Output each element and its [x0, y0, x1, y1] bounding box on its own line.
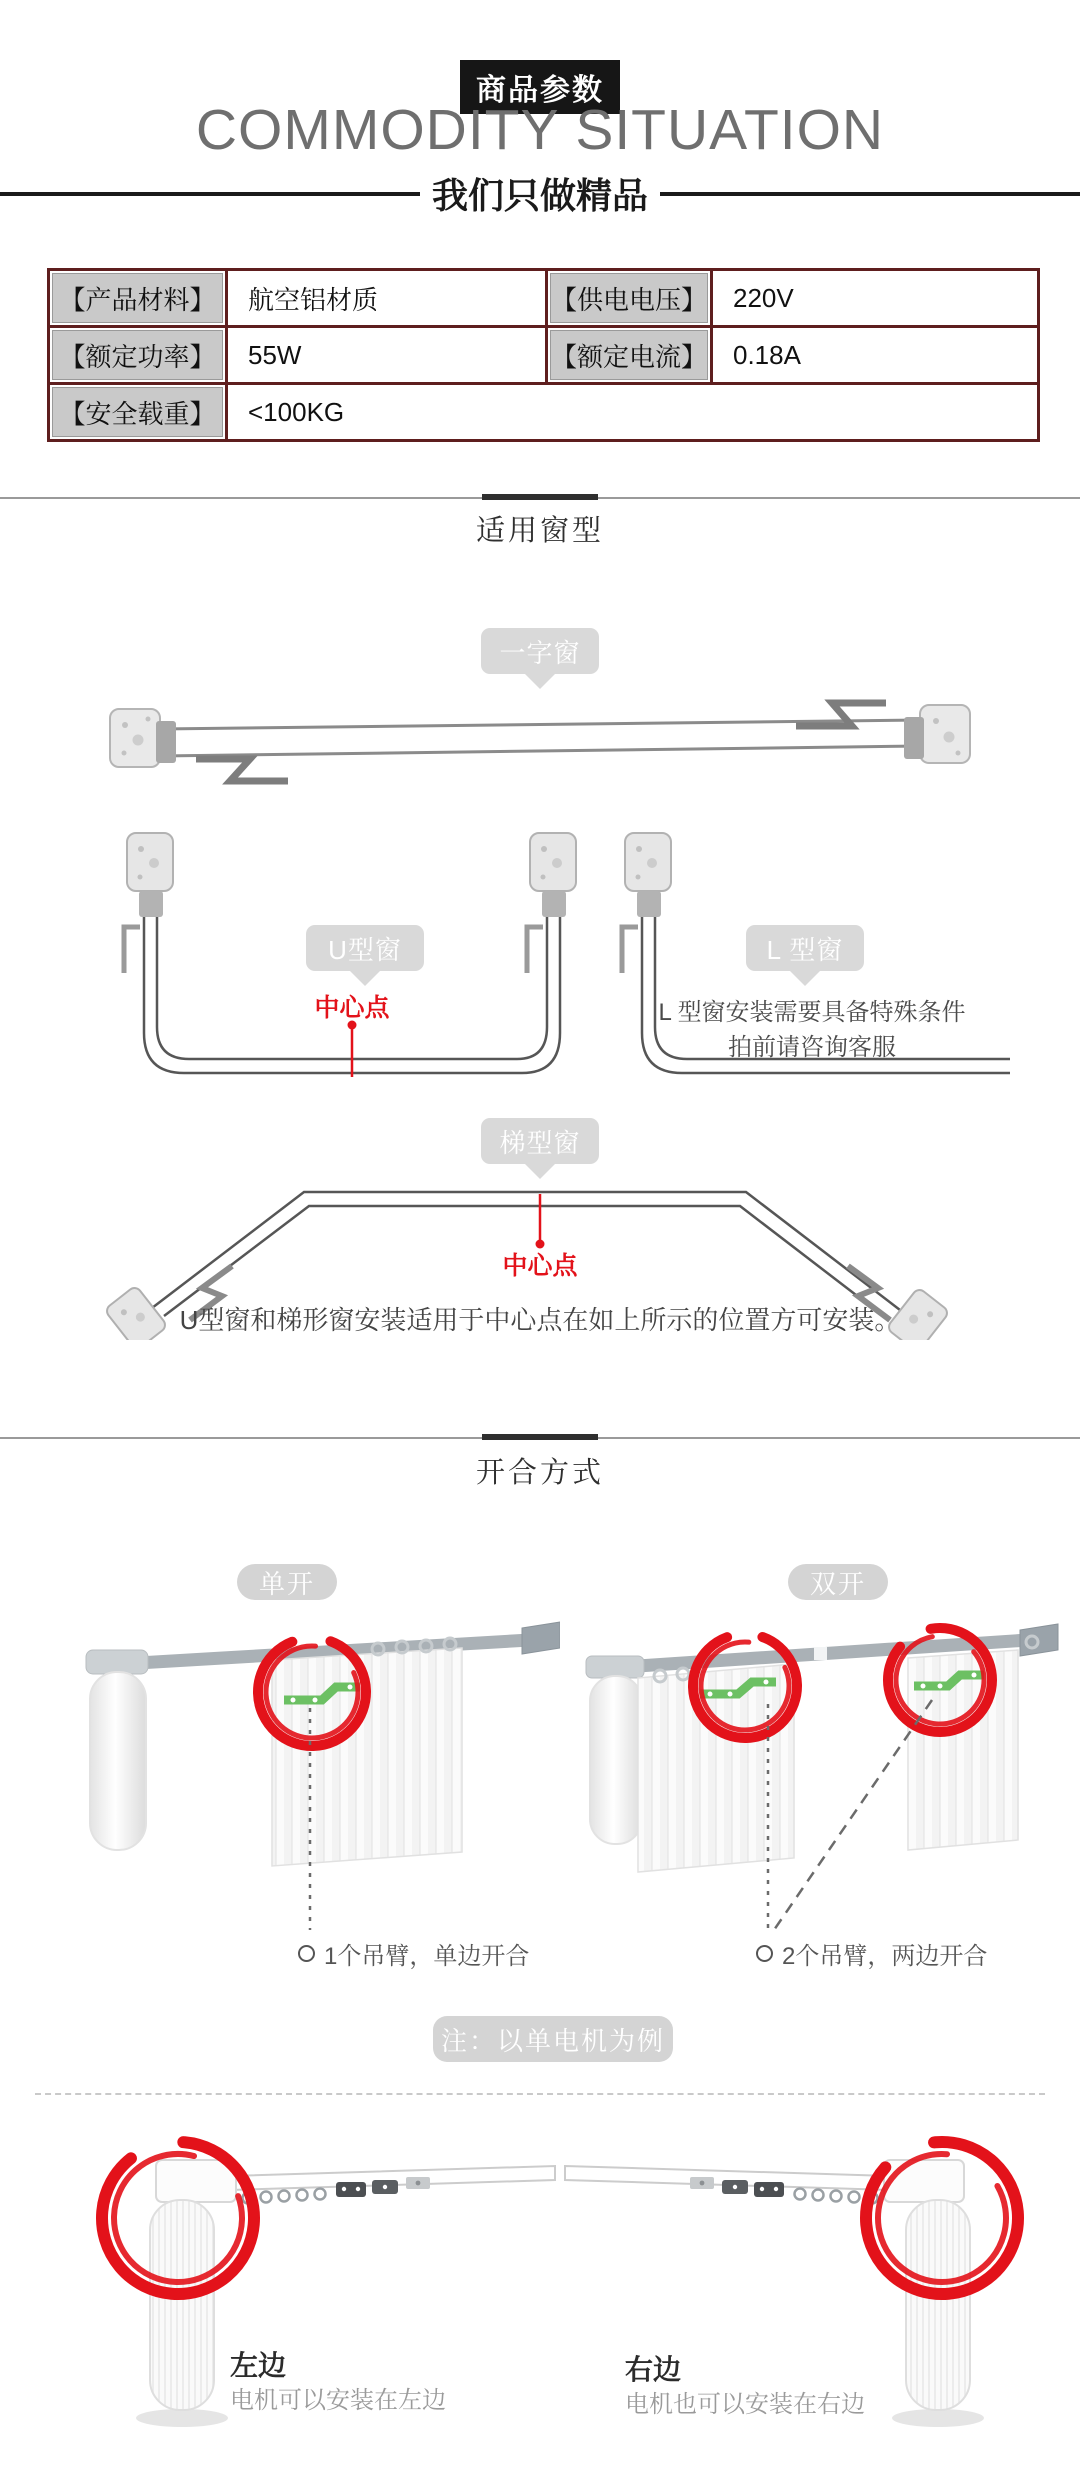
curtain-panel-right — [908, 1650, 1018, 1850]
badge-label: L 型窗 — [766, 934, 844, 965]
spec-table — [47, 268, 1040, 442]
motor-head — [156, 2160, 236, 2202]
spec-value: <100KG — [227, 384, 1039, 441]
motor-cap — [586, 1656, 644, 1678]
leader-dot-icon — [298, 1945, 315, 1962]
center-point-marker — [348, 1021, 357, 1078]
center-point-label-trapezoid: 中心点 — [502, 1252, 578, 1280]
page-title: COMMODITY SITUATION — [195, 98, 885, 162]
l-note-line1: L 型窗安装需要具备特殊条件 — [658, 999, 966, 1026]
header-subtitle-row — [0, 168, 1080, 219]
center-point-marker — [536, 1194, 545, 1249]
table-row — [49, 270, 1039, 327]
caption-text: 1个吊臂，单边开合 — [324, 1943, 530, 1970]
caption-text: 2个吊臂，两边开合 — [782, 1943, 988, 1970]
spec-value: 0.18A — [712, 327, 1039, 384]
double-open-diagram — [580, 1600, 1060, 1930]
straight-window-diagram — [100, 695, 980, 785]
motor-head — [884, 2160, 964, 2202]
section-divider-accent — [482, 494, 598, 500]
divider-line — [0, 192, 420, 196]
track-end-cap — [522, 1622, 560, 1654]
motor-cylinder — [90, 1672, 146, 1850]
track-junction — [814, 1647, 827, 1660]
badge-straight-window — [481, 628, 599, 674]
left-mount-label: 左边 — [230, 2350, 287, 2381]
badge-single-open: 单开 — [237, 1564, 337, 1600]
spec-value: 55W — [227, 327, 547, 384]
badge-label: 梯型窗 — [499, 1127, 581, 1158]
note-badge: 注：以单电机为例 — [433, 2016, 673, 2062]
motor-end-left — [110, 709, 176, 767]
badge-double-open: 双开 — [788, 1564, 888, 1600]
motor-top-icons — [127, 833, 671, 917]
motor-cylinder — [150, 2200, 214, 2410]
badge-u-window — [306, 925, 424, 971]
l-note-line2: 拍前请咨询客服 — [728, 1034, 896, 1061]
single-open-diagram — [60, 1600, 560, 1930]
motor-cap — [86, 1650, 148, 1674]
center-point-label-u: 中心点 — [314, 994, 390, 1022]
left-mount-desc: 电机可以安装在左边 — [230, 2387, 446, 2414]
window-install-footnote: U型窗和梯形窗安装适用于中心点在如上所示的位置方可安装。 — [179, 1305, 901, 1335]
divider-line — [660, 192, 1080, 196]
spec-label: 【供电电压】 — [547, 270, 712, 327]
table-row — [49, 384, 1039, 441]
header-badge: 商品参数 — [460, 60, 620, 114]
l-window-note — [612, 995, 1012, 1065]
leader-dot-icon — [756, 1945, 773, 1962]
single-open-caption — [298, 1936, 529, 1971]
header-subtitle: 我们只做精品 — [432, 175, 649, 216]
motor-cylinder — [590, 1676, 642, 1844]
badge-l-window — [746, 925, 864, 971]
spec-value: 航空铝材质 — [227, 270, 547, 327]
right-mount-desc: 电机也可以安装在右边 — [625, 2391, 865, 2418]
table-row — [49, 327, 1039, 384]
spec-value: 220V — [712, 270, 1039, 327]
double-open-caption — [756, 1936, 987, 1971]
spec-label: 【额定电流】 — [547, 327, 712, 384]
spec-label: 【额定功率】 — [49, 327, 227, 384]
section-title-open-modes: 开合方式 — [475, 1457, 604, 1489]
badge-trapezoid-window — [481, 1118, 599, 1164]
motor-cylinder — [906, 2200, 970, 2410]
section-divider-accent — [482, 1434, 598, 1440]
motor-end-right — [904, 705, 970, 763]
spec-label: 【安全载重】 — [49, 384, 227, 441]
right-mount-label: 右边 — [625, 2354, 682, 2385]
spec-label: 【产品材料】 — [49, 270, 227, 327]
badge-label: U型窗 — [328, 934, 402, 965]
dashed-divider — [35, 2093, 1045, 2095]
badge-label: 一字窗 — [499, 637, 581, 668]
section-title-window-types: 适用窗型 — [475, 515, 604, 547]
